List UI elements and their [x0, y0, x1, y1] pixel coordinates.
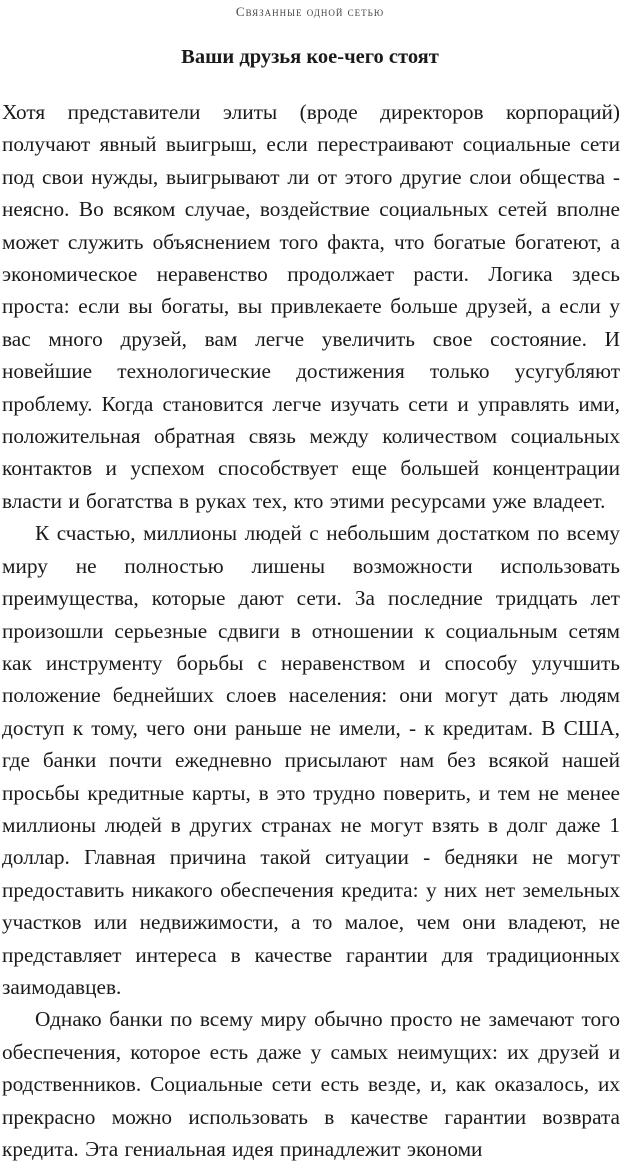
paragraph-1: Хотя представители элиты (вроде директоров корпораций) получают явный выигрыш, если перестраивают социальные сети под свои нужды, выигрывают ли от этого другие слои общества - неясно. Во всяком случае, воздействие социальных сетей вполне может служить объяснением того факта, что богатые богатеют, а экономическое неравенство продолжает расти. Логика здесь проста: если вы богаты, вы привлекаете больше друзей, а если у вас много друзей, вам легче увеличить свое состояние. И новейшие технологические достижения только усугубляют проблему. Когда становится легче изучать сети и управлять ими, положительная обратная связь между количеством социальных контактов и успехом способствует еще большей концентрации власти и богатства в руках тех, кто этими ресурсами уже владеет.	[2, 100, 620, 513]
running-header: Связанные одной сетью	[235, 4, 385, 19]
body-text	[2, 96, 620, 1165]
section-title: Ваши друзья кое-чего стоят	[181, 46, 439, 68]
paragraph-3: Однако банки по всему миру обычно просто не замечают того обеспечения, которое есть даже у самых неимущих: их друзей и родственников. Социальные сети есть везде, и, как оказалось, их прекрасно можно использовать в качестве гарантии возврата кредита. Эта гениальная идея принадлежит экономи	[2, 1007, 620, 1161]
paragraph-2: К счастью, миллионы людей с небольшим достатком по всему миру не полностью лишены возможности использовать преимущества, которые дают сети. За последние тридцать лет произошли серьезные сдвиги в отношении к социальным сетям как инструменту борьбы с неравенством и способу улучшить положение беднейших слоев населения: они могут дать людям доступ к тому, чего они раньше не имели, - к кредитам. В США, где банки почти ежедневно присылают нам без всякой нашей просьбы кредитные карты, в это трудно поверить, и тем не менее миллионы людей в других странах не могут взять в долг даже 1 доллар. Главная причина такой ситуации - бедняки не могут предоставить никакого обеспечения кредита: у них нет земельных участков или недвижимости, а то малое, чем они владеют, не представляет интереса в качестве гарантии для традиционных заимодавцев.	[2, 521, 620, 999]
